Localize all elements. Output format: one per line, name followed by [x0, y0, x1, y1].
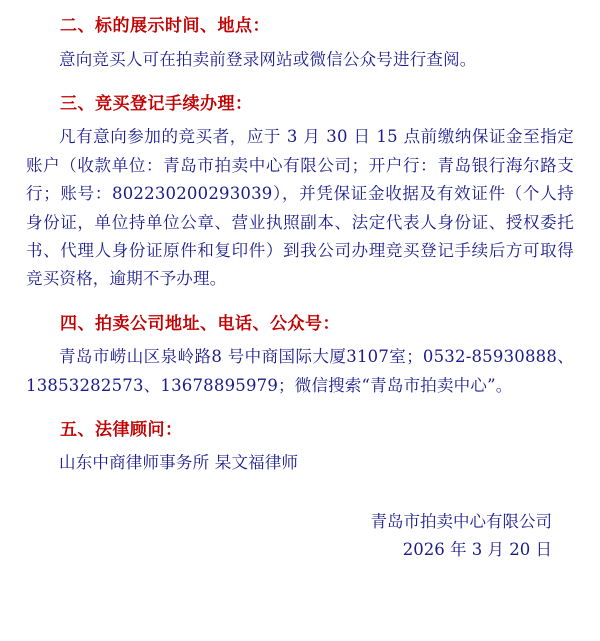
- signature-block: [26, 508, 574, 564]
- section-heading-5: 五、法律顾问：: [60, 419, 183, 440]
- section-body-4: 青岛市崂山区泉岭路8 号中商国际大厦3107室；0532-85930888、13853282573、13678895979；微信搜索“青岛市拍卖中心”。: [26, 347, 574, 395]
- section-heading-4: 四、拍卖公司地址、电话、公众号：: [60, 313, 340, 334]
- section-heading-3: 三、竞买登记手续办理：: [60, 93, 253, 114]
- section-body-2: 意向竞买人可在拍卖前登录网站或微信公众号进行查阅。: [59, 49, 477, 69]
- section-body-3: 凡有意向参加的竞买者，应于 3 月 30 日 15 点前缴纳保证金至指定账户（收款单位：青岛市拍卖中心有限公司；开户行：青岛银行海尔路支行；账号：802230200293039），并凭保证金收据及有效证件（个人持身份证，单位持单位公章、营业执照副本、法定代表人身份证、授权委托书、代理人身份证原件和复印件）到我公司办理竞买登记手续后方可取得竞买资格，逾期不予办理。: [26, 127, 574, 289]
- signature-date: 2026 年 3 月 20 日: [402, 539, 552, 559]
- section-heading-2: 二、标的展示时间、地点：: [60, 16, 270, 36]
- section-body-5: 山东中商律师事务所 杲文福律师: [59, 453, 299, 473]
- signature-company: 青岛市拍卖中心有限公司: [370, 511, 552, 531]
